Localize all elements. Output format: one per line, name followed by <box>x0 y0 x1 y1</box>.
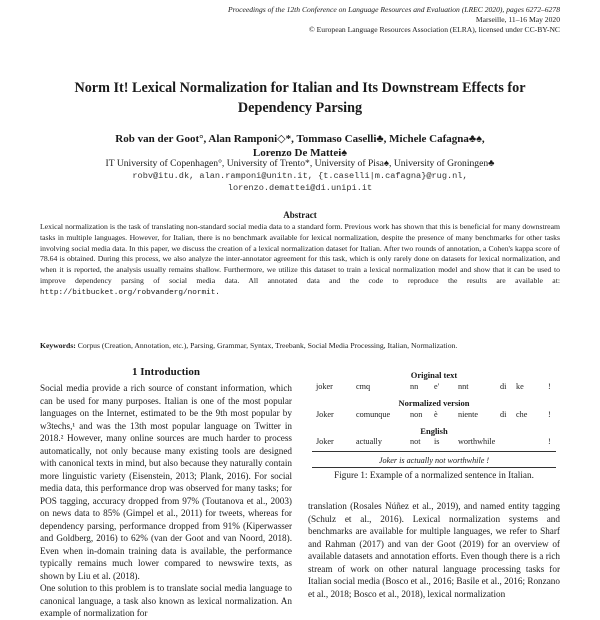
intro-paragraph-2: One solution to this problem is to translate social media language to canonical language, a task also known as lexical normalization. An example of normalization for <box>40 583 292 618</box>
abstract-heading: Abstract <box>283 210 317 220</box>
token: is <box>434 437 440 446</box>
token: di <box>500 382 507 391</box>
token: Joker <box>316 437 334 446</box>
abstract-text: Lexical normalization is the task of translating non-standard social media data to a standard form. Previous work has shown that this is beneficial for many downstream tasks in multiple languages. However, for Italian, there is no benchmark available for lexical normalization, despite the presence of many benchmarks for other tasks involving social media data. In this paper, we discuss the creation of a lexical normalization dataset for Italian. After two rounds of annotation, a Cohen's kappa score of 78.64 is obtained. During this process, we also analyze the inter-annotator agreement for this task, which is only rarely done on datasets for lexical normalization, and when it is reported, the analysis usually remains shallow. Furthermore, we utilize this dataset to train a lexical normalization model and show that it can be used to improve dependency parsing of social media data. All annotated data and the code to reproduce the results are available at: <box>40 222 560 285</box>
token: non <box>410 410 423 419</box>
token: nnt <box>458 382 469 391</box>
token: Joker <box>316 410 334 419</box>
translation-line: Joker is actually not worthwhile ! <box>378 456 490 465</box>
abstract-body <box>40 222 560 299</box>
normalized-version-heading: Normalized version <box>398 398 470 408</box>
original-text-heading: Original text <box>410 370 458 380</box>
author-list <box>40 132 560 160</box>
token: di <box>500 410 507 419</box>
divider <box>312 451 556 452</box>
title-line-2: Dependency Parsing <box>237 100 363 116</box>
proceedings-line: Proceedings of the 12th Conference on Language Resources and Evaluation (LREC 2020), pages 6272–6278 <box>228 5 560 14</box>
intro-column <box>40 382 292 620</box>
token: cmq <box>356 382 371 391</box>
token: worthwhile <box>458 437 496 446</box>
keywords-text: Corpus (Creation, Annotation, etc.), Parsing, Grammar, Syntax, Treebank, Social Media Processing, Italian, Normalization. <box>75 341 458 350</box>
keywords-label: Keywords: <box>40 341 76 350</box>
emails-line-2: lorenzo.demattei@di.unipi.it <box>227 183 373 193</box>
divider <box>312 467 556 468</box>
token: ! <box>548 437 551 446</box>
code-url-link[interactable]: http://bitbucket.org/robvanderg/normit. <box>40 288 220 297</box>
token: not <box>410 437 421 446</box>
token: ke <box>516 382 524 391</box>
token: che <box>516 410 528 419</box>
title-line-1: Norm It! Lexical Normalization for Italian and Its Downstream Effects for <box>74 80 526 96</box>
venue-line: Marseille, 11–16 May 2020 <box>475 15 560 24</box>
emails-line-1: robv@itu.dk, alan.ramponi@unitn.it, {t.caselli|m.cafagna}@rug.nl, <box>132 171 468 181</box>
token: actually <box>356 437 382 446</box>
original-text-row <box>312 382 556 393</box>
authors-line-2: Lorenzo De Mattei♠ <box>252 147 348 159</box>
keywords <box>40 341 560 352</box>
affiliations: IT University of Copenhagen°, University of Trento*, University of Pisa♠, University of Groningen♣ <box>105 158 495 169</box>
authors-line-1: Rob van der Goot°, Alan Ramponi◇*, Tommaso Caselli♣, Michele Cafagna♣♠, <box>115 133 485 145</box>
token: è <box>434 410 438 419</box>
token: e' <box>434 382 440 391</box>
figure-caption: Figure 1: Example of a normalized sentence in Italian. <box>334 470 534 480</box>
section-heading-introduction: 1 Introduction <box>132 366 200 378</box>
english-heading: English <box>420 426 448 436</box>
right-column-text: translation (Rosales Núñez et al., 2019), and named entity tagging (Schulz et al., 2016). Lexical normalization systems and benchmarks are available for multiple languages, we refer to Sharf and Rahman (2017) and van der Goot (2019) for an overview of available datasets and annotation efforts. Even though there is a rich stream of work on other natural language processing tasks for Italian social media (Bosco et al., 2016; Basile et al., 2016; Ronzano et al., 2018; Bosco et al., 2018), lexical normalization <box>308 501 560 599</box>
figure-1 <box>312 370 556 464</box>
token: ! <box>548 382 551 391</box>
normalized-row <box>312 410 556 421</box>
token: niente <box>458 410 479 419</box>
intro-paragraph-1: Social media provide a rich source of constant information, which can be used for many purposes. Italian is one of the most popular languages on the Internet, estimated to be the 9th most popular by w3techs,¹ and was the 13th most popular language on Twitter in 2018.² However, many online sources are much harder to process automatically, not only because many existing tools are designed with canonical texts in mind, but also because they naturally contain more linguistic variety (Eisenstein, 2013; Plank, 2016). For social media data, this performance drop was observed for many tasks; for POS tagging, accuracy dropped from 97% (Toutanova et al., 2003) on news data to 85% (Gimpel et al., 2011) for tweets, whereas for dependency parsing, performance dropped from 91% (Kiperwasser and Goldberg, 2016) to 62% (van der Goot and van Noord, 2018). Even when in-domain training data is available, the performance typically remains much lower compared to newswire texts, as shown by Liu et al. (2018). <box>40 383 292 581</box>
token: nn <box>410 382 419 391</box>
english-row <box>312 437 556 448</box>
token: comunque <box>356 410 391 419</box>
token: joker <box>316 382 333 391</box>
token: ! <box>548 410 551 419</box>
paper-title <box>40 78 560 118</box>
license-line: © European Language Resources Association (ELRA), licensed under CC-BY-NC <box>308 25 560 34</box>
